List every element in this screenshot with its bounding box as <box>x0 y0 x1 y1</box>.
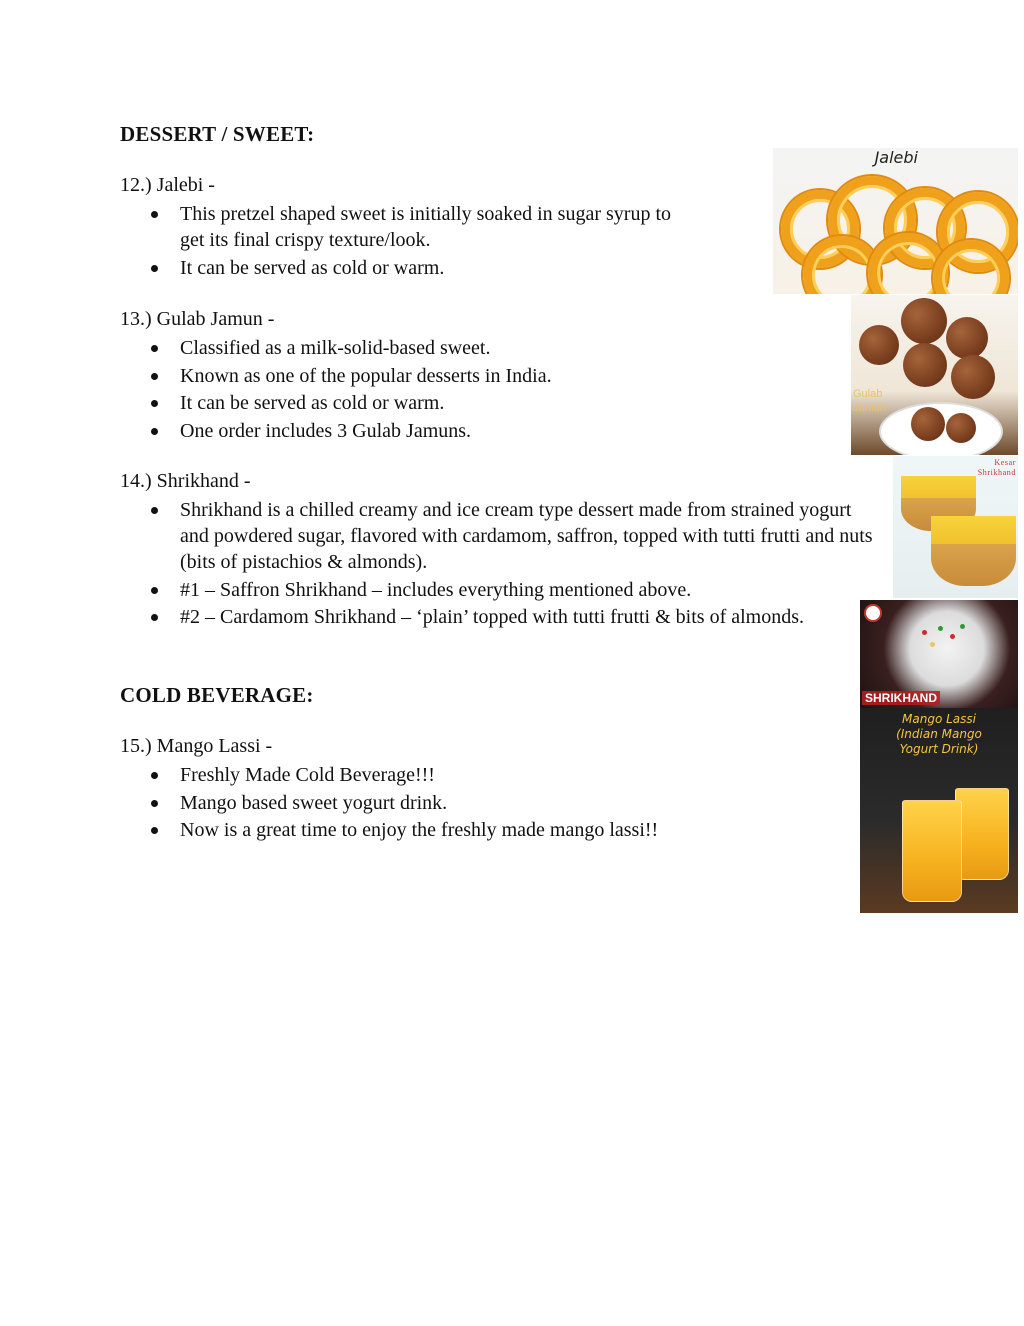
jalebi-bullet-list <box>180 201 755 282</box>
jalebi-image-caption: Jalebi <box>874 148 918 167</box>
jalebi-image <box>773 148 1018 294</box>
gulab-ball-shape <box>946 413 976 443</box>
list-item <box>180 790 780 816</box>
gulab-jamun-image <box>851 295 1018 455</box>
list-item <box>180 390 780 416</box>
gulab-bullet-1: Classified as a milk-solid-based sweet. <box>180 337 491 359</box>
list-item <box>180 363 780 389</box>
list-item <box>180 604 820 630</box>
lassi-caption-line-3: Yogurt Drink) <box>899 742 979 756</box>
gulab-bullet-3: It can be served as cold or warm. <box>180 392 445 414</box>
mango-lassi-bullet-list <box>180 762 780 845</box>
list-item <box>180 335 780 361</box>
section-heading-dessert: DESSERT / SWEET: <box>120 122 315 146</box>
gulab-jamun-bullet-list <box>180 335 780 445</box>
jalebi-bullet-1b: get its final crispy texture/look. <box>180 229 431 251</box>
lassi-bullet-3: Now is a great time to enjoy the freshly made mango lassi!! <box>180 819 659 841</box>
gulab-jamun-image-caption <box>853 387 886 415</box>
jalebi-bullet-2: It can be served as cold or warm. <box>180 256 445 279</box>
garnish-dot <box>930 642 935 647</box>
gulab-ball-shape <box>911 407 945 441</box>
mango-lassi-image <box>860 708 1018 913</box>
gulab-ball-shape <box>903 343 947 387</box>
list-item <box>180 255 755 281</box>
shrikhand-bullet-list <box>180 497 880 632</box>
play-badge-icon <box>864 604 882 622</box>
lassi-glass-shape <box>902 800 962 902</box>
garnish-dot <box>960 624 965 629</box>
gulab-ball-shape <box>901 298 947 344</box>
shrikhand-image <box>860 600 1018 708</box>
item-title-jalebi: 12.) Jalebi - <box>120 174 215 196</box>
kesar-shrikhand-image <box>893 456 1018 598</box>
mango-lassi-image-caption <box>860 712 1018 757</box>
garnish-dot <box>922 630 927 635</box>
list-item <box>180 418 780 444</box>
gulab-caption-line-1: Gulab <box>853 388 883 400</box>
shrikhand-image-caption: SHRIKHAND <box>862 691 940 705</box>
dessert-cup-shape <box>931 516 1016 586</box>
section-heading-cold-beverage: COLD BEVERAGE: <box>120 683 314 707</box>
shrikhand-bullet-2: #1 – Saffron Shrikhand – includes everything mentioned above. <box>180 578 692 601</box>
list-item <box>180 201 755 253</box>
gulab-ball-shape <box>946 317 988 359</box>
gulab-bullet-4: One order includes 3 Gulab Jamuns. <box>180 419 472 442</box>
lassi-bullet-2: Mango based sweet yogurt drink. <box>180 791 448 814</box>
kesar-caption-line-1: Kesar <box>994 458 1016 467</box>
garnish-dot <box>950 634 955 639</box>
gulab-ball-shape <box>951 355 995 399</box>
list-item <box>180 817 780 843</box>
gulab-ball-shape <box>859 325 899 365</box>
item-title-shrikhand: 14.) Shrikhand - <box>120 470 251 492</box>
item-title-mango-lassi: 15.) Mango Lassi - <box>120 735 273 757</box>
list-item <box>180 497 880 575</box>
list-item <box>180 577 880 603</box>
jalebi-bullet-1a: This pretzel shaped sweet is initially soaked in sugar syrup to <box>180 203 672 225</box>
gulab-bullet-2: Known as one of the popular desserts in India. <box>180 364 552 387</box>
lassi-glass-shape <box>955 788 1009 880</box>
kesar-shrikhand-image-caption <box>978 458 1016 478</box>
shrikhand-bullet-3: #2 – Cardamom Shrikhand – ‘plain’ topped with tutti frutti & bits of almonds. <box>180 606 805 628</box>
item-title-gulab-jamun: 13.) Gulab Jamun - <box>120 308 275 330</box>
lassi-caption-line-2: (Indian Mango <box>896 727 982 741</box>
lassi-bullet-1: Freshly Made Cold Beverage!!! <box>180 764 435 786</box>
lassi-caption-line-1: Mango Lassi <box>902 712 976 726</box>
list-item <box>180 762 780 788</box>
shrikhand-bullet-1: Shrikhand is a chilled creamy and ice cream type dessert made from strained yogurt and powdered sugar, flavored with cardamom, saffron, topped with tutti frutti and nuts (bits of pistachios & almonds). <box>180 499 873 573</box>
gulab-caption-line-2: Jamun <box>853 402 887 414</box>
kesar-caption-line-2: Shrikhand <box>977 468 1016 477</box>
garnish-dot <box>938 626 943 631</box>
